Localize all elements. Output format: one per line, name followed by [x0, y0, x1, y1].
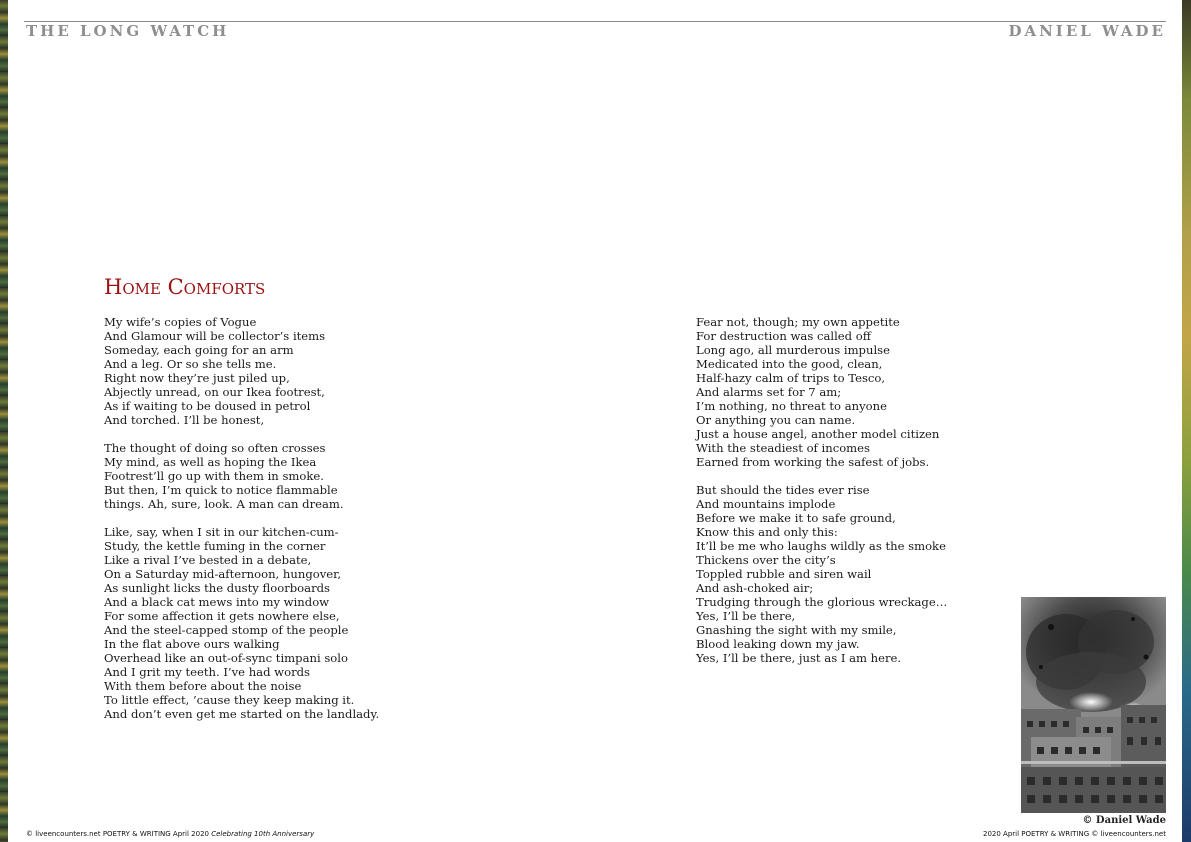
stanza — [696, 483, 947, 665]
poem-line: With the steadiest of incomes — [696, 441, 870, 455]
poem-line: Like, say, when I sit in our kitchen-cum- — [104, 525, 339, 539]
poem-line: In the flat above ours walking — [104, 637, 280, 651]
poem-line: And alarms set for 7 am; — [696, 385, 842, 399]
poem-title: Home Comforts — [104, 275, 266, 299]
poem-line: The thought of doing so often crosses — [104, 441, 326, 455]
poem-line: Just a house angel, another model citizen — [696, 427, 940, 441]
poem-column-left — [104, 315, 379, 735]
poem-line: Half-hazy calm of trips to Tesco, — [696, 371, 886, 385]
poem-line: For destruction was called off — [696, 329, 871, 343]
poem-line: Toppled rubble and siren wail — [696, 567, 872, 581]
explosion-photo — [1021, 597, 1166, 813]
stanza — [104, 525, 379, 721]
poem-line: Earned from working the safest of jobs. — [696, 455, 930, 469]
poem-column-right — [696, 315, 947, 679]
poem-line: Blood leaking down my jaw. — [696, 637, 860, 651]
left-decorative-border — [0, 0, 8, 842]
poem-line: With them before about the noise — [104, 679, 302, 693]
stanza — [104, 441, 379, 511]
poem-line: My wife’s copies of Vogue — [104, 315, 257, 329]
poem-line: Abjectly unread, on our Ikea footrest, — [104, 385, 325, 399]
poem-line: To little effect, ’cause they keep making it. — [104, 693, 355, 707]
poem-line: And a black cat mews into my window — [104, 595, 330, 609]
poem-line: And don’t even get me started on the landlady. — [104, 707, 380, 721]
poem-line: Thickens over the city’s — [696, 553, 836, 567]
poem-line: Like a rival I’ve bested in a debate, — [104, 553, 312, 567]
poem-line: Yes, I’ll be there, — [696, 609, 796, 623]
footer-left — [26, 829, 314, 839]
poem-line: Yes, I’ll be there, just as I am here. — [696, 651, 902, 665]
poem-line: Gnashing the sight with my smile, — [696, 623, 897, 637]
poem-line: And Glamour will be collector’s items — [104, 329, 326, 343]
poem-line: Trudging through the glorious wreckage… — [696, 595, 948, 609]
poem-line: Study, the kettle fuming in the corner — [104, 539, 326, 553]
poem-line: Long ago, all murderous impulse — [696, 343, 890, 357]
poem-line: And I grit my teeth. I’ve had words — [104, 665, 310, 679]
poem-line: But then, I’m quick to notice flammable — [104, 483, 338, 497]
explosion-over-buildings-image — [1021, 597, 1166, 813]
poem-line: On a Saturday mid-afternoon, hungover, — [104, 567, 342, 581]
poem-line: As sunlight licks the dusty floorboards — [104, 581, 330, 595]
poem-line: Before we make it to safe ground, — [696, 511, 896, 525]
poem-line: Know this and only this: — [696, 525, 838, 539]
poem-line: Someday, each going for an arm — [104, 343, 294, 357]
poem-line: Right now they’re just piled up, — [104, 371, 290, 385]
poem-line: And ash-choked air; — [696, 581, 814, 595]
photo-credit: © Daniel Wade — [1082, 815, 1166, 826]
poem-line: Footrest’ll go up with them in smoke. — [104, 469, 324, 483]
poem-line: As if waiting to be doused in petrol — [104, 399, 311, 413]
poem-line: For some affection it gets nowhere else, — [104, 609, 340, 623]
poem-line: Medicated into the good, clean, — [696, 357, 883, 371]
poem-line: Or anything you can name. — [696, 413, 856, 427]
poem-line: And torched. I’ll be honest, — [104, 413, 265, 427]
poem-line: Overhead like an out-of-sync timpani solo — [104, 651, 348, 665]
poem-line: My mind, as well as hoping the Ikea — [104, 455, 317, 469]
footer-right: 2020 April POETRY & WRITING © liveencounters.net — [983, 830, 1166, 838]
poem-line: I’m nothing, no threat to anyone — [696, 399, 887, 413]
poem-line: But should the tides ever rise — [696, 483, 870, 497]
poem-line: It’ll be me who laughs wildly as the smoke — [696, 539, 946, 553]
poem-line: And a leg. Or so she tells me. — [104, 357, 277, 371]
stanza — [104, 315, 379, 427]
poem-line: things. Ah, sure, look. A man can dream. — [104, 497, 344, 511]
right-decorative-border — [1182, 0, 1191, 842]
poem-line: And the steel-capped stomp of the people — [104, 623, 349, 637]
footer-left-text: © liveencounters.net POETRY & WRITING April 2020 — [26, 830, 212, 838]
running-head-author: DANIEL WADE — [1008, 22, 1166, 40]
poem-line: Fear not, though; my own appetite — [696, 315, 900, 329]
footer-left-anniversary: Celebrating 10th Anniversary — [211, 830, 315, 838]
stanza — [696, 315, 947, 469]
running-head-title: THE LONG WATCH — [26, 22, 230, 40]
poem-line: And mountains implode — [696, 497, 836, 511]
